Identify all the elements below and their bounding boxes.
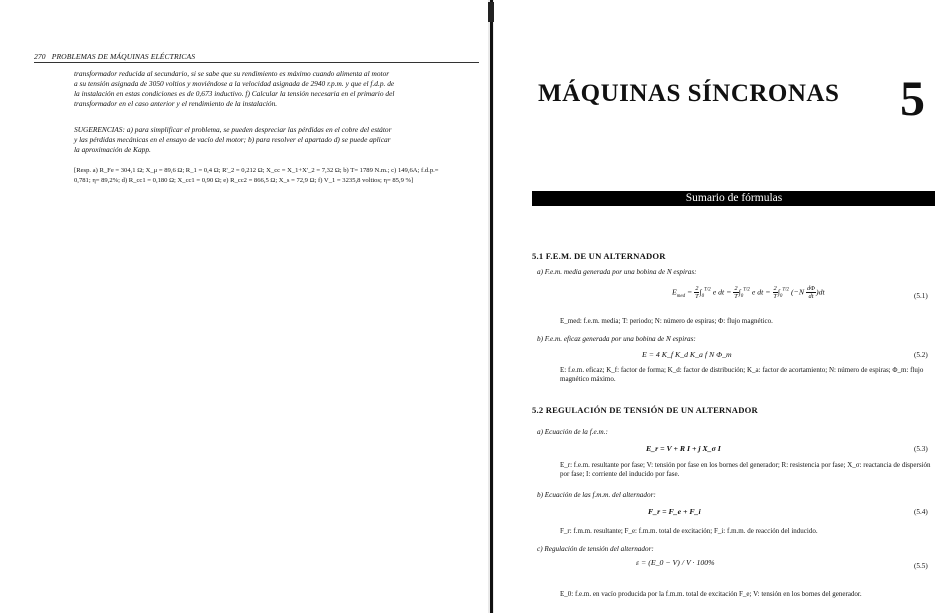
answer-line: 0,781; η= 89,2%; d) R_cc1 = 0,180 Ω; X_cc1 = 0,90 Ω; e) R_cc2 = 866,5 Ω; X_s = 72,9 Ω; f) V_1 = 3235,8 voltios; η= 85,9 %] (74, 177, 414, 184)
equation-note: E_med: f.e.m. media; T: periodo; N: número de espiras; Φ: flujo magnético. (560, 317, 773, 325)
equation-5-2: E = 4 K_f K_d K_a f N Φ_m (642, 350, 732, 359)
problem-line: a su tensión asignada de 3050 voltios y moviéndose a la velocidad asignada de 2940 r.p.m. y que el f.d.p. de (74, 79, 395, 88)
item-label: b) F.e.m. eficaz generada por una bobina de N espiras: (537, 335, 696, 343)
equation-note: E: f.e.m. eficaz; K_f: factor de forma; K_d: factor de distribución; K_a: factor de acortamiento; N: número de espiras; Φ_m: flujo magnético máximo. (560, 366, 924, 383)
page-number: 270 (34, 52, 46, 61)
equation-note: E_0: f.e.m. en vacío producida por la f.m.m. total de excitación F_e; V: tensión en los bornes del generador. (560, 590, 862, 598)
formula-summary-banner: Sumario de fórmulas (532, 191, 935, 206)
equation-note: F_r: f.m.m. resultante; F_e: f.m.m. total de excitación; F_i: f.m.m. de reacción del inducido. (560, 527, 818, 535)
chapter-number: 5 (900, 70, 925, 126)
suggestion-line: y las pérdidas mecánicas en el ensayo de vacío del motor; b) para resolver el apartado d) se puede aplicar (74, 135, 391, 144)
problem-line: transformador en el caso anterior y el rendimiento de la instalación. (74, 99, 278, 108)
item-label: a) F.e.m. media generada por una bobina de N espiras: (537, 268, 697, 276)
equation-note: E_r: f.e.m. resultante por fase; V: tensión por fase en los bornes del generador; R: resistencia por fase; X_σ: reactancia de dispersión por fase; I: corriente del inducido por fase. (560, 461, 931, 478)
problem-line: transformador reducida al secundario, si se sabe que su rendimiento es máximo cuando alimenta al motor (74, 69, 390, 78)
equation-number: (5.3) (914, 445, 928, 453)
running-head (34, 52, 479, 63)
section-heading: 5.1 F.E.M. DE UN ALTERNADOR (532, 251, 666, 261)
equation-5-3: E_r = V + R I + j X_σ I (646, 444, 721, 453)
item-label: a) Ecuación de la f.e.m.: (537, 428, 608, 436)
equation-5-1: $E_{med}$ = $\frac{2}{T}$ $\int_0^{T/2}$ e dt = $\frac{2}{T}$ $\int_0^{T/2}$ e dt = $\frac{2}{T}$ $\int_0^{T/2}$ (−N $\frac{d\Phi}{dt}$ )dt (672, 285, 825, 300)
suggestion-line: la aproximación de Kapp. (74, 145, 151, 154)
answer-line: [Resp. a) R_Fe = 304,1 Ω; X_μ = 89,6 Ω; R_1 = 0,4 Ω; R'_2 = 0,212 Ω; X_cc = X_1+X'_2 = 7,32 Ω; b) T= 1789 N.m.; c) 149,6A; f.d.p.= (74, 167, 439, 174)
item-label: b) Ecuación de las f.m.m. del alternador: (537, 491, 656, 499)
item-label: c) Regulación de tensión del alternador: (537, 545, 654, 553)
section-heading: 5.2 REGULACIÓN DE TENSIÓN DE UN ALTERNADOR (532, 405, 758, 415)
equation-number: (5.2) (914, 351, 928, 359)
suggestion-line: SUGERENCIAS: a) para simplificar el problema, se pueden despreciar las pérdidas en el cobre del estátor (74, 125, 392, 134)
equation-number: (5.5) (914, 562, 928, 570)
equation-5-4: F_r = F_e + F_i (648, 507, 701, 516)
running-head-title: PROBLEMAS DE MÁQUINAS ELÉCTRICAS (51, 52, 196, 61)
book-spine (490, 0, 493, 613)
equation-number: (5.1) (914, 292, 928, 300)
equation-5-5: ε = (E_0 − V) / V · 100% (636, 558, 715, 567)
equation-number: (5.4) (914, 508, 928, 516)
problem-line: la instalación en estas condiciones es de 0,673 inductivo. f) Calcular la tensión necesaria en el primario del (74, 89, 395, 98)
chapter-title: MÁQUINAS SÍNCRONAS (538, 80, 840, 107)
